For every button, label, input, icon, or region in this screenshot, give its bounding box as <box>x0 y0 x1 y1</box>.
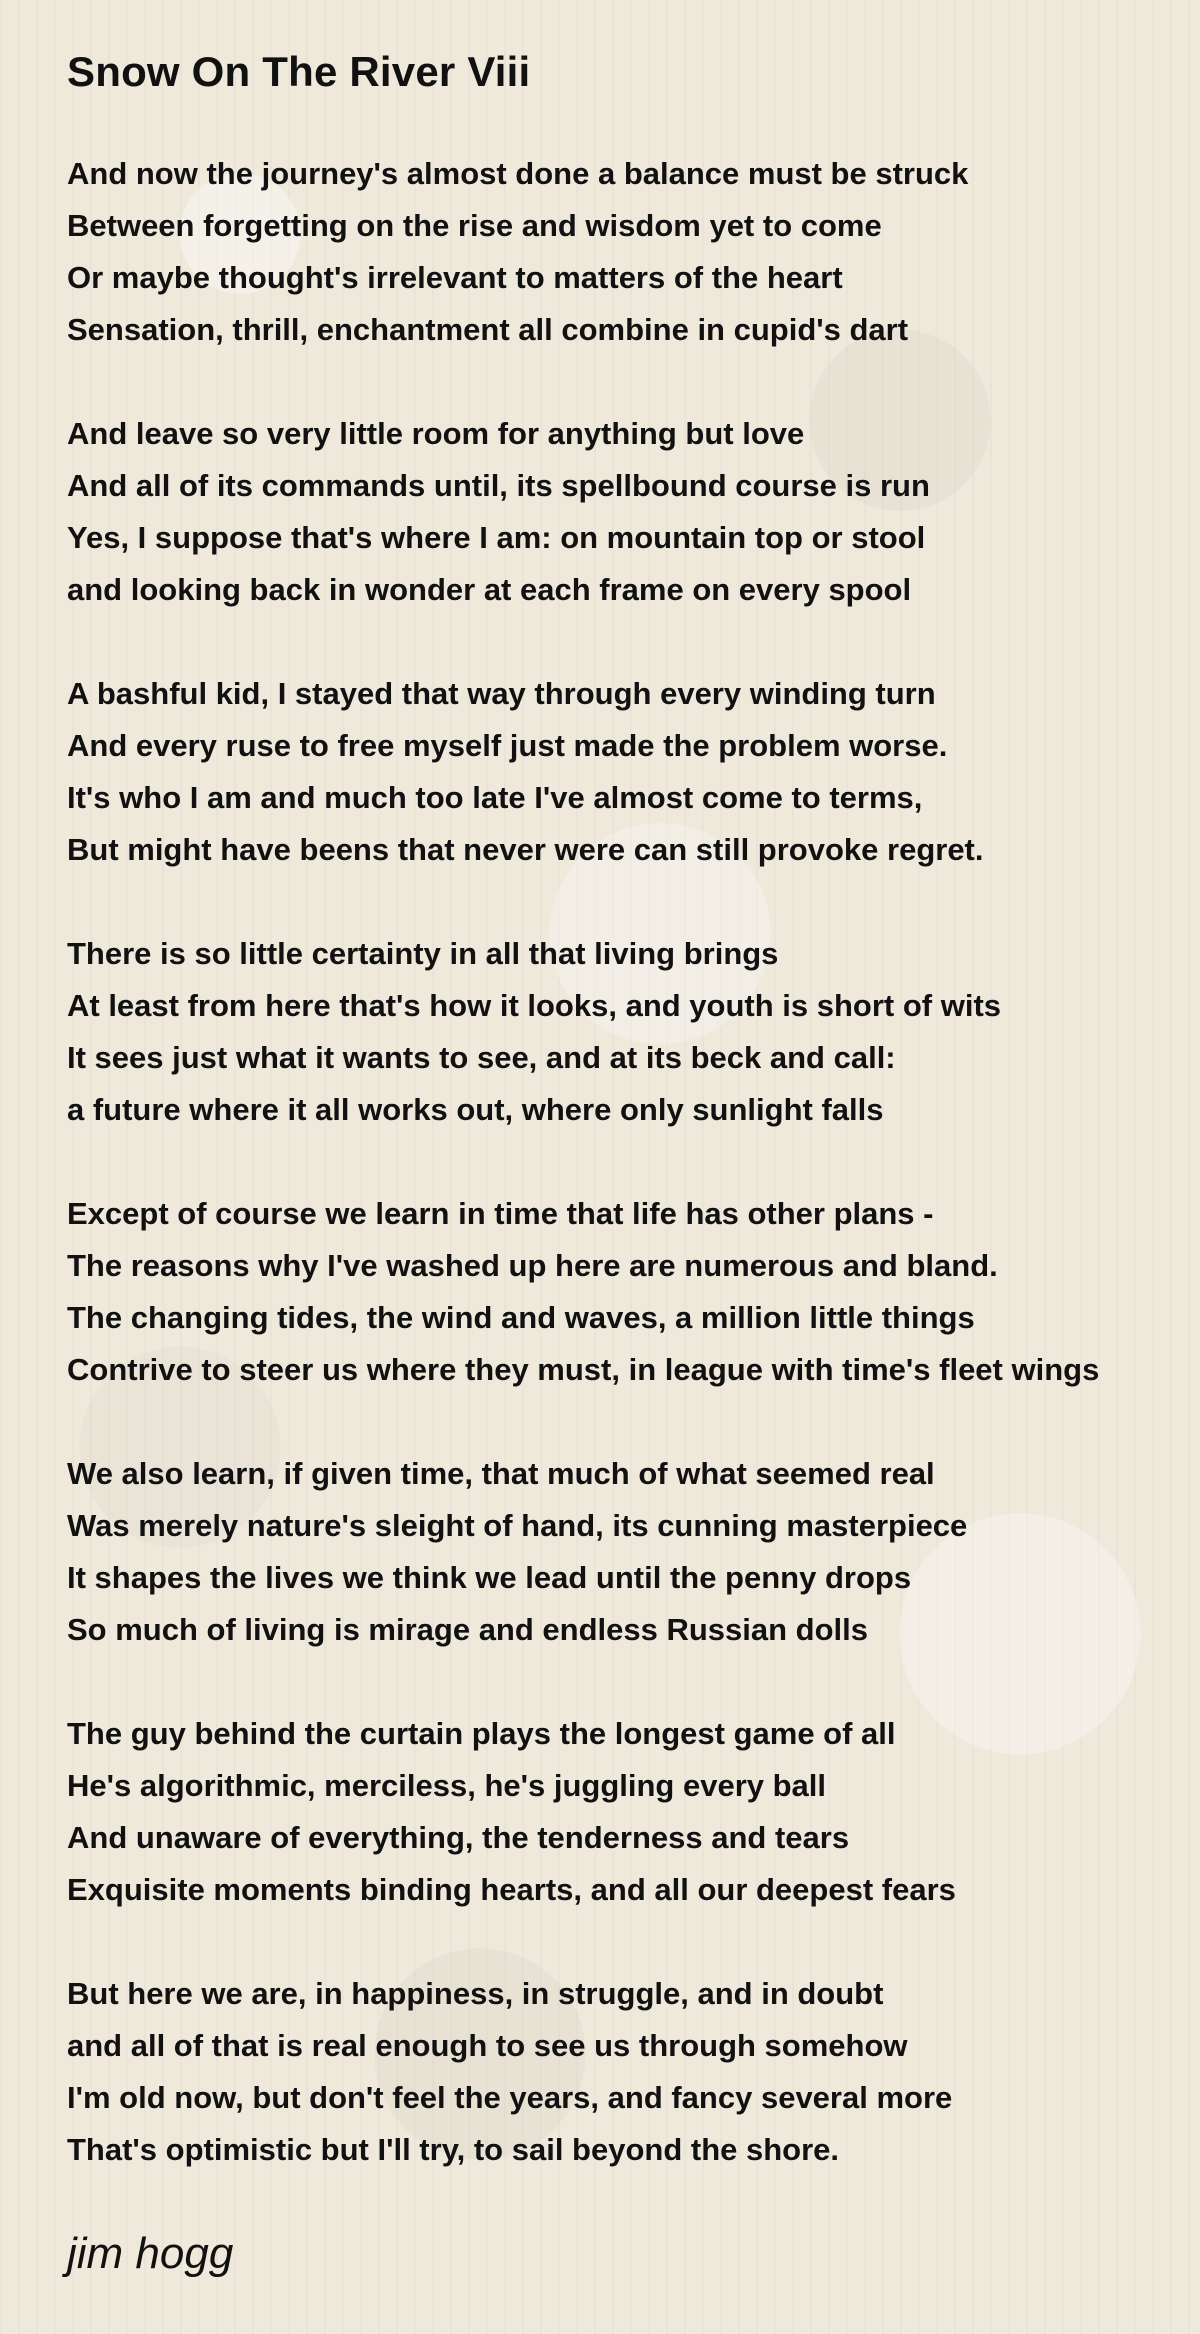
stanza-7 <box>67 1708 1177 1916</box>
poem-line: And all of its commands until, its spellbound course is run <box>67 468 930 503</box>
poem-line: And now the journey's almost done a balance must be struck <box>67 156 969 191</box>
poem-line: It's who I am and much too late I've almost come to terms, <box>67 780 923 815</box>
poem-line: And unaware of everything, the tenderness and tears <box>67 1820 850 1855</box>
poem-line: The changing tides, the wind and waves, a million little things <box>67 1300 975 1335</box>
stanza-5 <box>67 1188 1177 1396</box>
poem-line: and looking back in wonder at each frame on every spool <box>67 572 912 607</box>
poem-line: It shapes the lives we think we lead until the penny drops <box>67 1560 912 1595</box>
stanza-8 <box>67 1968 1177 2176</box>
poem-line: Or maybe thought's irrelevant to matters of the heart <box>67 260 843 295</box>
poem-line: Except of course we learn in time that life has other plans - <box>67 1196 934 1231</box>
stanza-6 <box>67 1448 1177 1656</box>
poem-line: A bashful kid, I stayed that way through every winding turn <box>67 676 936 711</box>
poem-line: We also learn, if given time, that much of what seemed real <box>67 1456 935 1491</box>
poem-line: But here we are, in happiness, in struggle, and in doubt <box>67 1976 884 2011</box>
poem-line: Yes, I suppose that's where I am: on mountain top or stool <box>67 520 926 555</box>
poem-body <box>67 148 1177 2228</box>
poem-line: Sensation, thrill, enchantment all combine in cupid's dart <box>67 312 909 347</box>
stanza-3 <box>67 668 1177 876</box>
poem-line: The reasons why I've washed up here are numerous and bland. <box>67 1248 998 1283</box>
poem-line: At least from here that's how it looks, and youth is short of wits <box>67 988 1002 1023</box>
poem-line: and all of that is real enough to see us through somehow <box>67 2028 908 2063</box>
poem-line: Exquisite moments binding hearts, and all our deepest fears <box>67 1872 956 1907</box>
stanza-2 <box>67 408 1177 616</box>
poem-line: Between forgetting on the rise and wisdom yet to come <box>67 208 882 243</box>
stanza-4 <box>67 928 1177 1136</box>
poem-line: And every ruse to free myself just made the problem worse. <box>67 728 948 763</box>
poem-title: Snow On The River Viii <box>67 48 531 95</box>
poem-line: And leave so very little room for anything but love <box>67 416 805 451</box>
poem-line: So much of living is mirage and endless Russian dolls <box>67 1612 869 1647</box>
poem-line: Contrive to steer us where they must, in league with time's fleet wings <box>67 1352 1100 1387</box>
poem-line: The guy behind the curtain plays the longest game of all <box>67 1716 896 1751</box>
poem-line: I'm old now, but don't feel the years, and fancy several more <box>67 2080 953 2115</box>
poem-line: But might have beens that never were can still provoke regret. <box>67 832 984 867</box>
poem-line: It sees just what it wants to see, and at its beck and call: <box>67 1040 896 1075</box>
poem-line: He's algorithmic, merciless, he's juggling every ball <box>67 1768 827 1803</box>
stanza-1 <box>67 148 1177 356</box>
poem-line: There is so little certainty in all that living brings <box>67 936 779 971</box>
poem-line: That's optimistic but I'll try, to sail beyond the shore. <box>67 2132 840 2167</box>
poem-line: a future where it all works out, where only sunlight falls <box>67 1092 884 1127</box>
author-name: jim hogg <box>67 2229 234 2278</box>
poem-line: Was merely nature's sleight of hand, its cunning masterpiece <box>67 1508 968 1543</box>
